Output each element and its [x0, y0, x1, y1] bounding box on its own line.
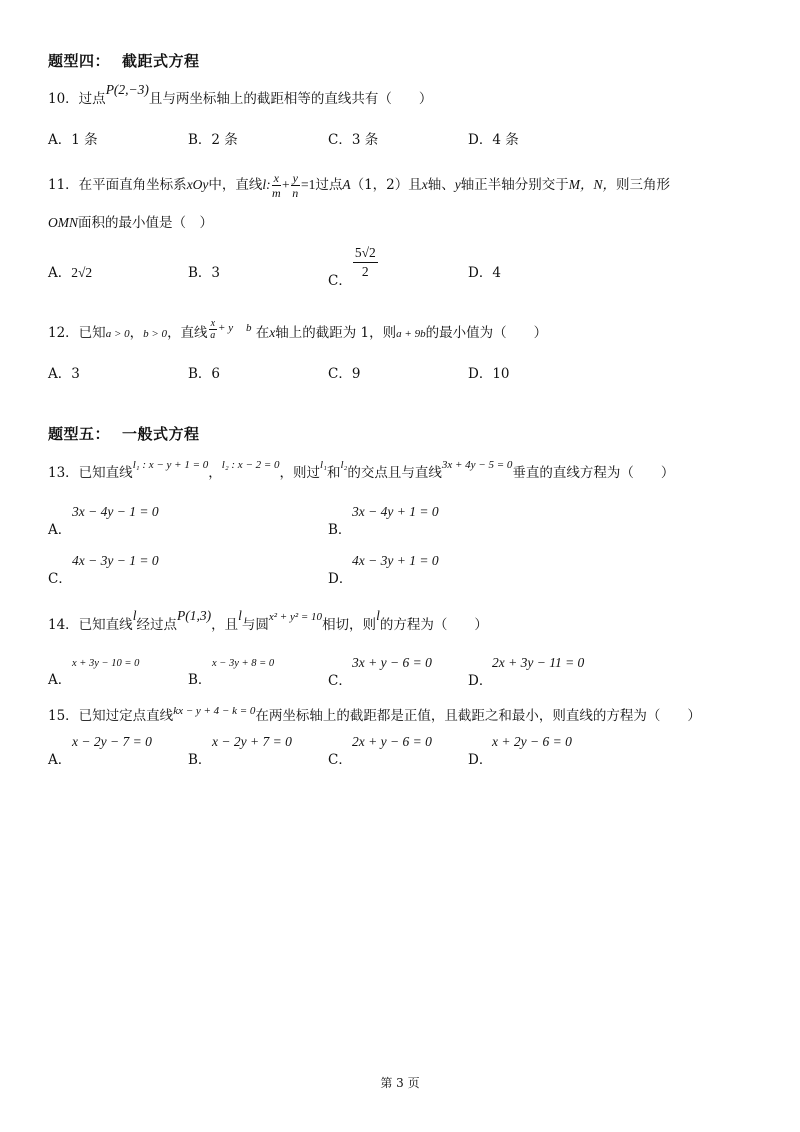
option-label: A． — [48, 752, 72, 768]
q-text: ， — [208, 465, 222, 481]
q10-option-b: B．2 条 — [188, 132, 238, 148]
q-text: 10．过点 — [48, 91, 106, 107]
question-13-stem — [48, 459, 675, 484]
q-text: 与圆 — [241, 617, 269, 633]
q-text: ，直线 — [167, 325, 208, 341]
frac-den: a — [210, 330, 216, 341]
q10-option-a: A．1 条 — [48, 132, 98, 148]
q-text: 轴上的截距为 1，则 — [275, 325, 397, 341]
q-text: 轴正半轴分别交于 — [460, 177, 569, 193]
fraction-y-n — [291, 171, 300, 200]
q-text: 垂直的直线方程为（ ） — [512, 465, 675, 481]
q-text: 中，直线 — [208, 177, 263, 193]
line-l2: l₂ : x − 2 = 0 — [221, 459, 280, 471]
line-label: l: — [262, 177, 271, 192]
line-l: l — [132, 608, 137, 623]
option-eq: x − 2y + 7 = 0 — [212, 734, 292, 749]
section-title-5 — [48, 423, 200, 444]
q15-option-c — [328, 733, 432, 769]
cond-b: b > 0 — [143, 328, 168, 340]
xoy-label: xOy — [186, 177, 209, 192]
equation: 3x + 4y − 5 = 0 — [441, 459, 513, 471]
fraction-5sqrt2-over-2 — [353, 244, 378, 281]
section-prefix: 题型五： — [48, 425, 111, 443]
option-label: C． — [328, 752, 352, 768]
q-text: ，则过 — [279, 465, 321, 481]
q13-option-b — [328, 503, 439, 539]
var-x: x — [269, 325, 276, 340]
q11-option-c — [328, 244, 379, 289]
q-text: （1，2）且 — [350, 177, 422, 193]
q-text: 则三角形 — [616, 177, 671, 193]
point-P: P(2,−3) — [105, 82, 149, 97]
line-l2-ref: l₂ — [340, 459, 348, 471]
q-text: 的最小值为（ ） — [425, 325, 548, 341]
q-text: 15．已知过定点直线 — [48, 708, 174, 724]
q15-option-b — [188, 733, 292, 769]
q-text: 的交点且与直线 — [347, 465, 442, 481]
line-l: l — [238, 608, 242, 623]
q-text: ，且 — [211, 617, 239, 633]
q13-option-a — [48, 503, 159, 539]
fraction-x-a — [209, 318, 217, 341]
var-y: y — [454, 177, 461, 192]
option-eq: 3x + y − 6 = 0 — [352, 655, 432, 670]
option-eq: x + 3y − 10 = 0 — [72, 658, 140, 669]
option-eq: 4x − 3y − 1 = 0 — [72, 553, 159, 568]
question-11-stem — [48, 170, 670, 200]
option-label: B． — [328, 522, 352, 538]
question-12-stem — [48, 316, 547, 351]
cond-a: a > 0 — [105, 328, 130, 340]
option-eq: x − 3y + 8 = 0 — [212, 658, 275, 669]
q-text: 轴、 — [427, 177, 455, 193]
q10-option-d: D．4 条 — [468, 132, 519, 148]
equals: =1 — [300, 177, 316, 192]
q10-option-c: C．3 条 — [328, 132, 379, 148]
option-label: B． — [188, 752, 212, 768]
q13-option-c — [48, 552, 159, 588]
option-label: A． — [48, 522, 72, 538]
q15-option-a — [48, 733, 152, 769]
point-P: P(1,3) — [176, 608, 212, 623]
frac-num: 5√2 — [353, 244, 378, 263]
line-l1-ref: l₁ — [320, 459, 327, 471]
circle-eq: x² + y² = 10 — [268, 611, 323, 623]
q-text: 经过点 — [136, 617, 177, 633]
expr: + y — [218, 322, 234, 334]
line-l: l — [376, 608, 380, 623]
option-label: D． — [328, 571, 353, 587]
q11-option-b: B．3 — [188, 265, 221, 281]
expr-a9b: a + 9b — [396, 328, 426, 340]
q-text: 12．已知 — [48, 325, 106, 341]
question-10-stem — [48, 82, 433, 109]
var-b: b — [245, 322, 252, 334]
option-label: D． — [468, 673, 493, 689]
q11-option-a — [48, 263, 92, 283]
q-text: 和 — [326, 465, 341, 481]
q-text: 过点 — [315, 177, 343, 193]
frac-num: y — [292, 171, 298, 185]
option-eq: x + 2y − 6 = 0 — [492, 734, 572, 749]
q14-option-d — [468, 654, 584, 690]
option-eq: 3x − 4y + 1 = 0 — [352, 504, 439, 519]
var-x: x — [421, 177, 428, 192]
option-value: 2√2 — [71, 265, 93, 280]
frac-num: x — [273, 171, 279, 185]
line-l1: l₁ : x − y + 1 = 0 — [132, 459, 209, 471]
q-text: 11．在平面直角坐标系 — [48, 177, 187, 193]
q14-option-b — [188, 656, 274, 688]
q-text: 在两坐标轴上的截距都是正值，且截距之和最小，则直线的方程为（ ） — [255, 708, 701, 724]
triangle-omn: OMN — [48, 215, 78, 230]
q-text: 且与两坐标轴上的截距相等的直线共有（ ） — [148, 91, 433, 107]
q14-option-c — [328, 654, 432, 690]
q12-option-d: D．10 — [468, 366, 510, 382]
points-MN: M，N， — [568, 177, 617, 192]
option-label: D． — [468, 752, 493, 768]
option-label: A． — [48, 265, 72, 281]
q12-option-b: B．6 — [188, 366, 221, 382]
q11-option-d: D．4 — [468, 265, 501, 281]
q-text: 14．已知直线 — [48, 617, 133, 633]
option-label: A． — [48, 672, 72, 688]
q-text: 相切，则 — [322, 617, 377, 633]
option-label: B． — [188, 672, 212, 688]
line-eq: kx − y + 4 − k = 0 — [173, 705, 256, 717]
frac-den: n — [292, 186, 299, 200]
q-text: 在 — [255, 325, 270, 341]
point-A: A — [342, 177, 351, 192]
q-text: 的方程为（ ） — [379, 617, 488, 633]
section-name: 一般式方程 — [122, 425, 200, 443]
q-text: 面积的最小值是（ ） — [78, 215, 213, 231]
q14-option-a — [48, 656, 139, 688]
option-label: C． — [328, 273, 352, 289]
q-text: ， — [129, 325, 144, 341]
page-number: 第 3 页 — [380, 1076, 420, 1090]
q-text: 13．已知直线 — [48, 465, 133, 481]
fraction-x-m — [272, 171, 281, 200]
section-title-4 — [48, 50, 200, 71]
option-eq: x − 2y − 7 = 0 — [72, 734, 152, 749]
option-eq: 2x + y − 6 = 0 — [352, 734, 432, 749]
option-eq: 4x − 3y + 1 = 0 — [352, 553, 439, 568]
q13-option-d — [328, 552, 439, 588]
q15-option-d — [468, 733, 572, 769]
option-label: C． — [48, 571, 72, 587]
plus: + — [282, 177, 290, 192]
option-label: C． — [328, 673, 352, 689]
option-eq: 3x − 4y − 1 = 0 — [72, 504, 159, 519]
option-eq: 2x + 3y − 11 = 0 — [492, 655, 585, 670]
q12-option-c: C．9 — [328, 366, 361, 382]
frac-num: x — [210, 318, 216, 329]
frac-den: m — [272, 186, 281, 200]
q12-option-a: A．3 — [48, 366, 80, 382]
section-prefix: 题型四： — [48, 52, 111, 70]
question-15-stem — [48, 706, 701, 727]
frac-den: 2 — [361, 264, 369, 279]
question-11-stem-line2 — [48, 213, 213, 233]
question-14-stem — [48, 608, 488, 636]
section-name: 截距式方程 — [122, 52, 200, 70]
